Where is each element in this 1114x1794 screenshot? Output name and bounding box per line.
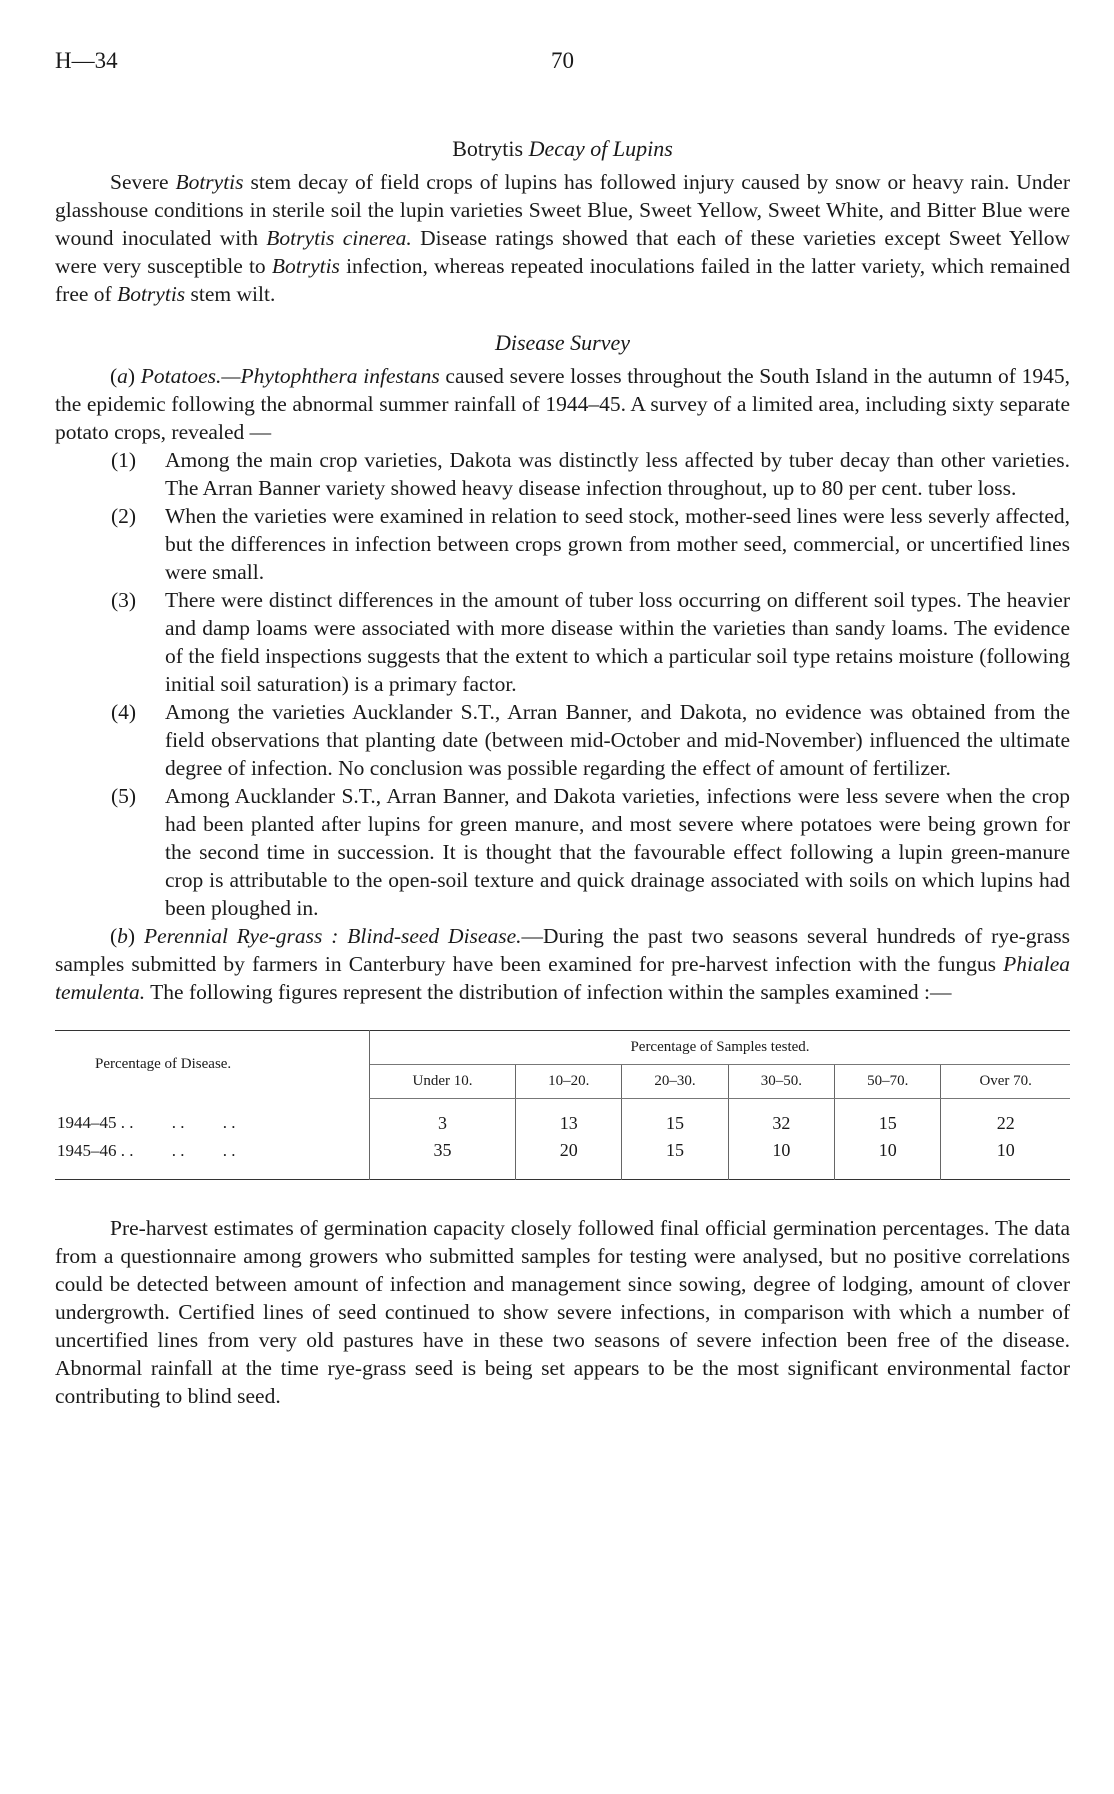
- text-run: —During the past two seasons several hundreds of rye-grass samples submitted by farmers in Canterbury have been examined for pre-harvest infection with the fungus: [55, 924, 1070, 976]
- text-run: b: [117, 924, 128, 948]
- table-cell: 22: [941, 1099, 1070, 1138]
- group-header: Percentage of Samples tested.: [370, 1031, 1071, 1065]
- text-run: a: [117, 364, 128, 388]
- table-cell: 32: [728, 1099, 834, 1138]
- list-item: [55, 502, 1070, 586]
- table-cell: 10: [941, 1137, 1070, 1180]
- list-item-text: When the varieties were examined in relation to seed stock, mother-seed lines were less severly affected, but the differences in infection between crops grown from mother seed, commercial, or uncertified lines were small.: [165, 504, 1070, 584]
- page-header: [55, 40, 1070, 80]
- text-run: Botrytis: [117, 282, 186, 306]
- survey-heading: Disease Survey: [494, 330, 630, 355]
- column-header: 30–50.: [728, 1065, 834, 1099]
- botrytis-heading-plain: Botrytis: [452, 136, 529, 161]
- text-run: caused severe losses throughout the South Island in the autumn of 1945, the epidemic following the abnormal summer rainfall of 1944–45. A survey of a limited area, including sixty separate potato crops, revealed —: [55, 364, 1070, 444]
- column-header: 10–20.: [516, 1065, 622, 1099]
- document-code: H—34: [55, 48, 118, 73]
- text-run: (: [110, 364, 118, 388]
- text-run: Botrytis: [175, 170, 244, 194]
- text-run: infection, whereas repeated inoculations failed in the latter variety, which remained free of: [55, 254, 1071, 306]
- column-header: Over 70.: [941, 1065, 1070, 1099]
- document-page: [55, 40, 1070, 1410]
- table-row: [55, 1099, 1070, 1138]
- table-row: [55, 1137, 1070, 1180]
- text-run: The following figures represent the distribution of infection within the samples examined :—: [145, 980, 952, 1004]
- list-item-text: There were distinct differences in the amount of tuber loss occurring on different soil types. The heavier and damp loams were associated with more disease within the varieties than sandy loams. The evidence of the field inspections suggests that the extent to which a particular soil type retains moisture (following initial soil saturation) is a primary factor.: [165, 588, 1070, 696]
- column-header: 50–70.: [835, 1065, 941, 1099]
- page-number: 70: [551, 48, 574, 73]
- list-item-number: (2): [111, 504, 137, 528]
- table-cell: 15: [622, 1137, 728, 1180]
- botrytis-paragraph: [55, 168, 1070, 308]
- list-item: [55, 782, 1070, 922]
- potato-findings-list: [55, 446, 1070, 922]
- botrytis-heading: [55, 136, 1070, 162]
- text-run: Severe: [110, 170, 176, 194]
- text-run: ): [127, 364, 141, 388]
- infection-distribution-table: [55, 1030, 1070, 1180]
- list-item-number: (3): [111, 588, 137, 612]
- list-item-number: (4): [111, 700, 137, 724]
- table-cell: 10: [728, 1137, 834, 1180]
- text-run: stem decay of field crops of lupins has followed injury caused by snow or heavy rain. Under glasshouse conditions in sterile soil the lupin varieties Sweet Blue, Sweet Yellow, Sweet White, and Bitter Blue were wound inoculated with: [55, 170, 1070, 250]
- text-run: Botrytis: [271, 254, 340, 278]
- list-item-number: (1): [111, 448, 137, 472]
- list-item: [55, 586, 1070, 698]
- table-cell: 35: [370, 1137, 516, 1180]
- list-item: [55, 446, 1070, 502]
- list-item-number: (5): [111, 784, 137, 808]
- row-label-text: 1944–45: [57, 1113, 117, 1133]
- potatoes-intro: [55, 362, 1070, 446]
- row-leader-dots: . . . . . .: [120, 1113, 236, 1133]
- table-cell: 13: [516, 1099, 622, 1138]
- table-cell: 15: [835, 1099, 941, 1138]
- table-cell: 20: [516, 1137, 622, 1180]
- row-header: Percentage of Disease.: [95, 1056, 232, 1073]
- text-run: Phialea temulenta.: [55, 952, 1070, 1004]
- column-header: Under 10.: [370, 1065, 516, 1099]
- text-run: (: [110, 924, 118, 948]
- text-run: Perennial Rye-grass : Blind-seed Disease.: [143, 924, 522, 948]
- row-label: [55, 1137, 370, 1180]
- closing-paragraph: Pre-harvest estimates of germination capacity closely followed final official germination percentages. The data from a questionnaire among growers who submitted samples for testing were analysed, but no positive correlations could be detected between amount of infection and management since sowing, degree of lodging, amount of clover undergrowth. Certified lines of seed continued to show severe infections, in comparison with which a number of uncertified lines from very old pastures have in these two seasons of severe infection been free of the disease. Abnormal rainfall at the time rye-grass seed is being set appears to be the most significant environmental factor contributing to blind seed.: [55, 1216, 1070, 1408]
- list-item-text: Among the varieties Aucklander S.T., Arran Banner, and Dakota, no evidence was obtained from the field observations that planting date (between mid-October and mid-November) influenced the ultimate degree of infection. No conclusion was possible regarding the effect of amount of fertilizer.: [165, 700, 1070, 780]
- text-run: ): [127, 924, 144, 948]
- table-cell: 15: [622, 1099, 728, 1138]
- text-run: stem wilt.: [185, 282, 276, 306]
- list-item-text: Among Aucklander S.T., Arran Banner, and Dakota varieties, infections were less severe when the crop had been planted after lupins for green manure, and most severe where potatoes were being grown for the second time in succession. It is thought that the favourable effect following a lupin green-manure crop is attributable to the open-soil texture and quick drainage associated with soils on which lupins had been ploughed in.: [165, 784, 1070, 920]
- row-label: [55, 1099, 370, 1138]
- botrytis-heading-italic: Decay of Lupins: [528, 136, 673, 161]
- list-item: [55, 698, 1070, 782]
- text-run: Disease ratings showed that each of these varieties except Sweet Yellow were very susceptible to: [55, 226, 1070, 278]
- table-cell: 3: [370, 1099, 516, 1138]
- row-leader-dots: . . . . . .: [120, 1140, 236, 1160]
- list-item-text: Among the main crop varieties, Dakota was distinctly less affected by tuber decay than other varieties. The Arran Banner variety showed heavy disease infection throughout, up to 80 per cent. tuber loss.: [165, 448, 1070, 500]
- row-label-text: 1945–46: [57, 1140, 117, 1160]
- ryegrass-paragraph: [55, 922, 1070, 1006]
- column-header: 20–30.: [622, 1065, 728, 1099]
- text-run: Botrytis cinerea.: [266, 226, 412, 250]
- table-cell: 10: [835, 1137, 941, 1180]
- text-run: Potatoes.—Phytophthera infestans: [140, 364, 440, 388]
